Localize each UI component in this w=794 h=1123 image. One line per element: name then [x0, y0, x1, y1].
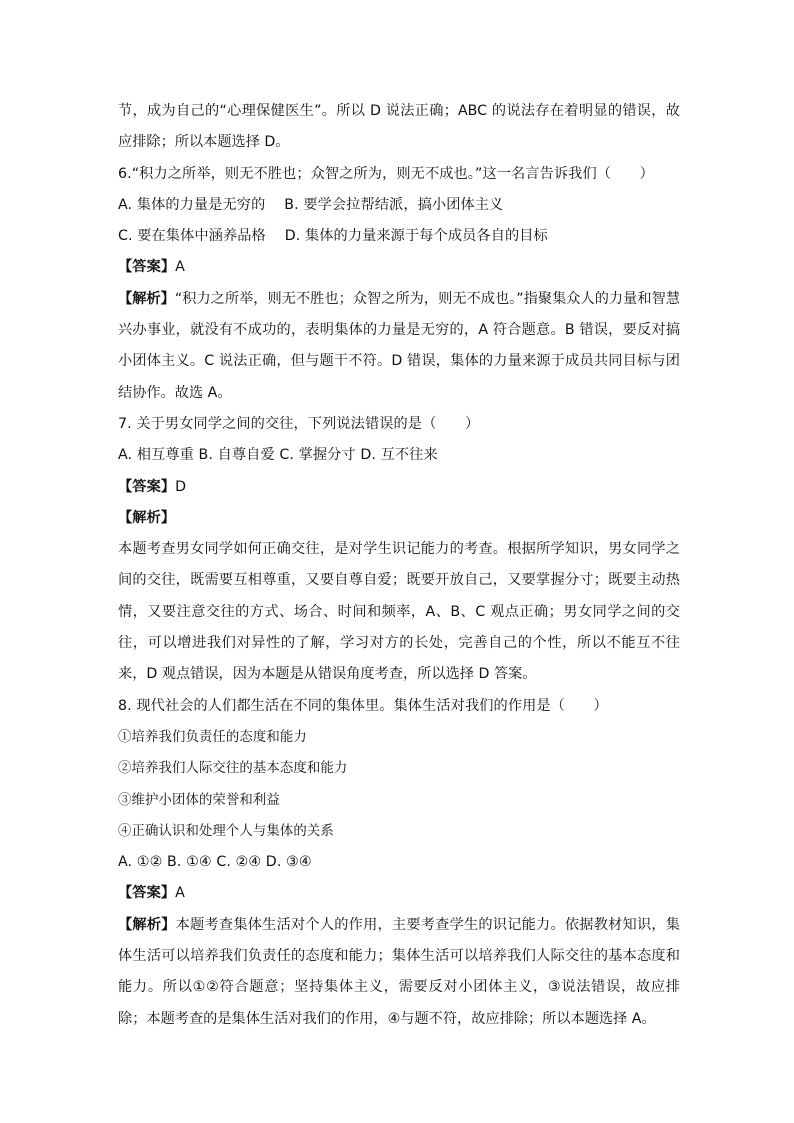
q8-analysis-text: 本题考查集体生活对个人的作用，主要考查学生的识记能力。依据教材知识，集体生活可以培养我们负责任的态度和能力；集体生活可以培养我们人际交往的基本态度和能力。所以①②符合题意；坚持集体主义，需要反对小团体主义，③说法错误，故应排除；本题考查的是集体生活对我们的作用，④与题不符，故应排除；所以本题选择 A。 [118, 916, 680, 1027]
q8-answer-label: 【答案】 [118, 885, 176, 902]
q8-answer-value: A [175, 885, 185, 902]
q8-stem: 8. 现代社会的人们都生活在不同的集体里。集体生活对我们的作用是（ ） [118, 697, 608, 714]
q8-options: A. ①② B. ①④ C. ②④ D. ③④ [118, 854, 312, 871]
q6-analysis-label: 【解析】 [118, 290, 175, 307]
q6-analysis [118, 284, 680, 409]
q8-analysis-label: 【解析】 [118, 916, 176, 933]
q8-answer [118, 878, 680, 909]
q8-item-3: ③维护小团体的荣誉和利益 [118, 792, 280, 808]
q7-stem: 7. 关于男女同学之间的交往，下列说法错误的是（ ） [118, 415, 480, 432]
q8-item-4: ④正确认识和处理个人与集体的关系 [118, 823, 334, 839]
q6-options-row-2: C. 要在集体中涵养品格 D. 集体的力量来源于每个成员各自的目标 [118, 228, 548, 245]
q8-analysis [118, 910, 680, 1035]
q6-options-row-1: A. 集体的力量是无穷的 B. 要学会拉帮结派，搞小团体主义 [118, 196, 504, 213]
q7-analysis-text: 本题考查男女同学如何正确交往，是对学生识记能力的考查。根据所学知识，男女同学之间的交往，既需要互相尊重，又要自尊自爱；既要开放自己，又要掌握分寸；既要主动热情，又要注意交往的方式、场合、时间和频率，A、B、C 观点正确；男女同学之间的交往，可以增进我们对异性的了解，学习对方的长处，完善自己的个性，所以不能互不往来，D 观点错误，因为本题是从错误角度考查，所以选择 D 答案。 [118, 541, 680, 683]
q7-analysis-heading [118, 503, 680, 534]
q6-analysis-text: “积力之所举，则无不胜也；众智之所为，则无不成也。”指聚集众人的力量和智慧兴办事业，就没有不成功的，表明集体的力量是无穷的，A 符合题意。B 错误，要反对搞小团体主义。C 说法正确，但与题干不符。D 错误，集体的力量来源于成员共同目标与团结协作。故选 A。 [118, 290, 680, 401]
q7-answer-value: D [175, 478, 187, 495]
q6-answer-value: A [175, 259, 185, 276]
previous-analysis-continuation: 节，成为自己的“心理保健医生”。所以 D 说法正确；ABC 的说法存在着明显的错误，故应排除；所以本题选择 D。 [118, 103, 680, 151]
q7-options: A. 相互尊重 B. 自尊自爱 C. 掌握分寸 D. 互不往来 [118, 447, 438, 464]
q8-item-2: ②培养我们人际交往的基本态度和能力 [118, 761, 348, 777]
q6-stem: 6.“积力之所举，则无不胜也；众智之所为，则无不成也。”这一名言告诉我们（ ） [118, 165, 654, 182]
q6-answer [118, 252, 680, 283]
q7-analysis-label: 【解析】 [118, 509, 176, 526]
q6-answer-label: 【答案】 [118, 259, 176, 276]
document-page [118, 96, 680, 1035]
q7-answer-label: 【答案】 [118, 478, 176, 495]
q7-answer [118, 472, 680, 503]
q8-item-1: ①培养我们负责任的态度和能力 [118, 729, 307, 745]
